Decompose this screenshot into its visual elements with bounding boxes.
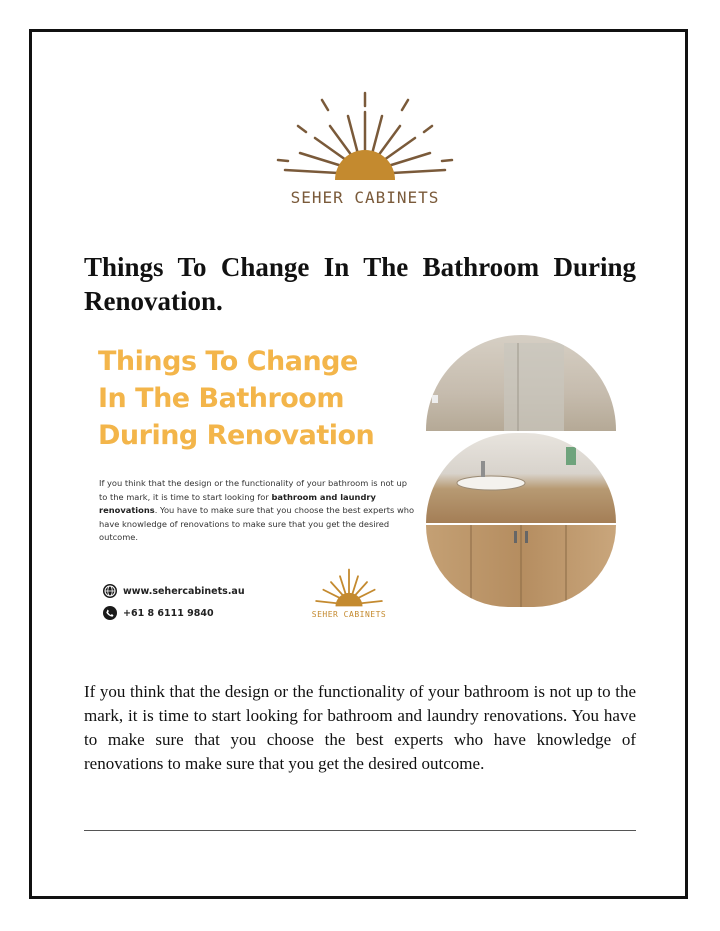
banner-website-row (103, 580, 245, 602)
banner-logo-wordmark: SEHER CABINETS (311, 610, 387, 619)
phone-icon (103, 606, 117, 620)
logo-wordmark: SEHER CABINETS (290, 188, 440, 207)
banner-heading-line: Things To Change (98, 346, 358, 377)
banner-heading-line: During Renovation (98, 420, 375, 451)
banner-contact (103, 580, 245, 624)
sunrise-logo-icon (270, 88, 460, 188)
banner-bold-phrase: bathroom and laundry renovations (99, 491, 376, 515)
seher-cabinets-logo (270, 88, 460, 213)
sunrise-logo-icon (304, 565, 394, 610)
banner-heading-line: In The Bathroom (98, 383, 344, 414)
banner-phone-row (103, 602, 245, 624)
banner-paragraph: If you think that the design or the functionality of your bathroom is not up to the mark, it is time to start looking for bathroom and laundry renovations. You have to make sure that you choose the best experts who have knowledge of renovations to make sure that you get the desired outcome. (99, 478, 415, 542)
globe-icon (103, 584, 117, 598)
document-title: Things To Change In The Bathroom During Renovation. (84, 252, 636, 316)
document-paragraph: If you think that the design or the functionality of your bathroom is not up to the mark, it is time to start looking for bathroom and laundry renovations. You have to make sure that you choose the best experts who have knowledge of renovations to make sure that you get the desired outcome. (84, 682, 636, 773)
banner-website: www.sehercabinets.au (123, 585, 245, 597)
banner-phone: +61 8 6111 9840 (123, 607, 214, 619)
horizontal-divider (84, 830, 636, 831)
banner-heading (98, 343, 418, 454)
bathroom-photo-mirror (426, 335, 616, 431)
banner-logo (304, 565, 394, 625)
bathroom-photo-cabinets (426, 525, 616, 607)
article-banner-image (84, 335, 636, 640)
bathroom-photo-vanity (426, 433, 616, 523)
